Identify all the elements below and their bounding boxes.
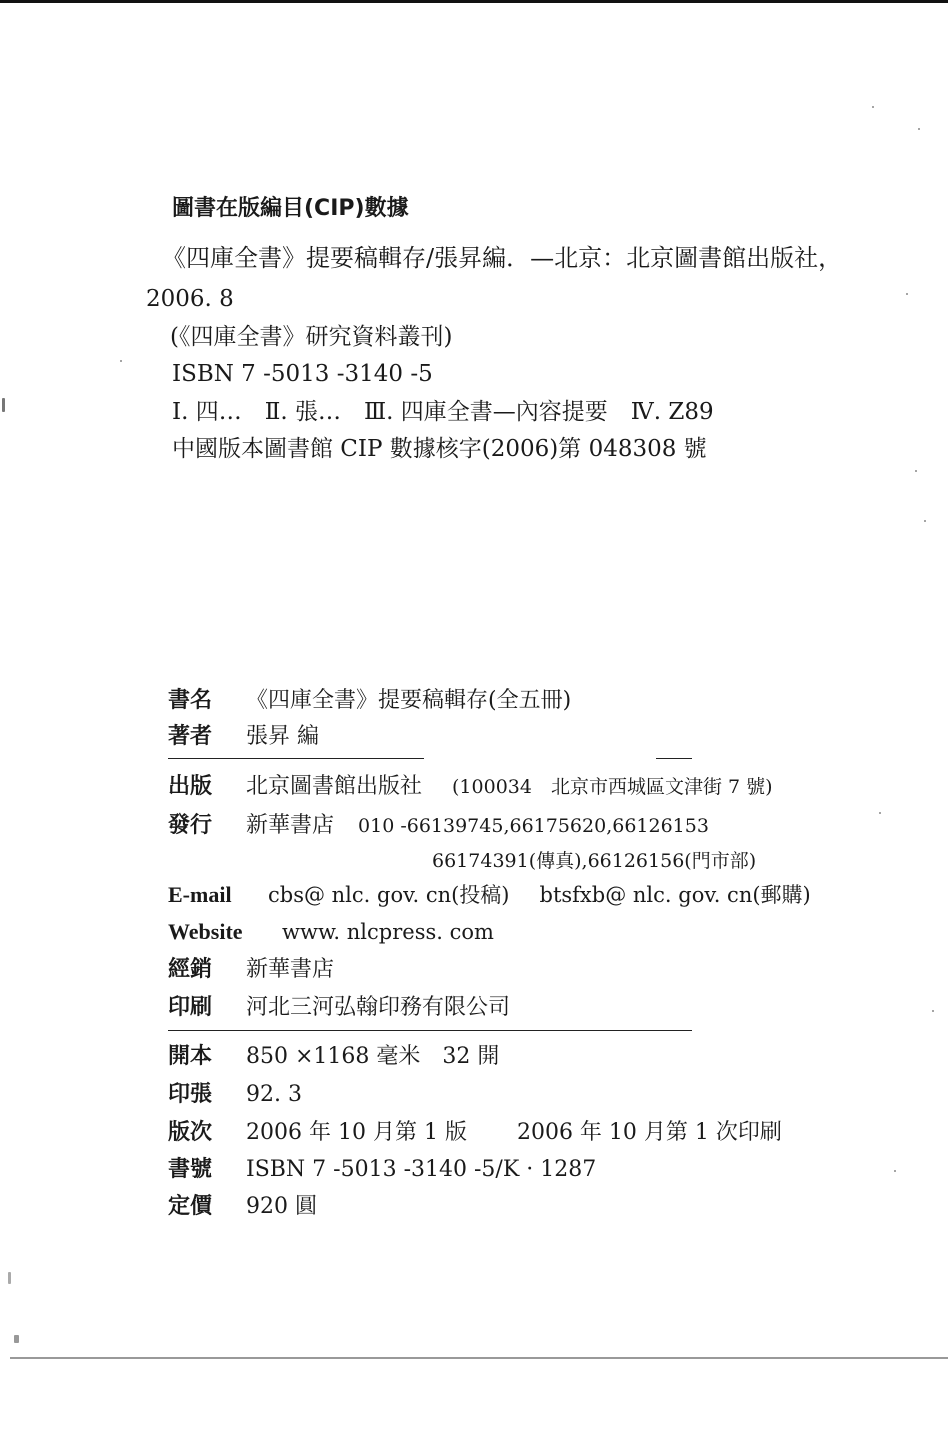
distribution-phones-2: 66174391(傳真),66126156(門市部) [432, 850, 757, 872]
cip-line-1: 《四庫全書》提要稿輯存/張昇編．—北京：北京圖書館出版社， [162, 244, 843, 272]
format-label: 開本 [168, 1044, 213, 1069]
scan-mark [2, 398, 5, 412]
price-row [168, 1192, 317, 1222]
bottom-edge-rule [10, 1357, 948, 1359]
distribution-phones: 010 -66139745,66175620,66126153 [358, 815, 709, 837]
sheets-label: 印張 [168, 1082, 213, 1107]
edition-row [168, 1118, 782, 1148]
cip-line-3: (《四庫全書》研究資料叢刊) [170, 324, 453, 350]
scan-mark [14, 1335, 19, 1343]
format-value: 850 ×1168 毫米 32 開 [246, 1044, 500, 1069]
scan-mark [8, 1272, 11, 1284]
email-order[interactable]: btsfxb@ nlc. gov. cn(郵購) [539, 883, 811, 907]
scan-speck [879, 812, 881, 814]
author-label: 著者 [168, 724, 213, 749]
scan-speck [894, 1170, 896, 1172]
cip-line-6: 中國版本圖書館 CIP 數據核字(2006)第 048308 號 [172, 436, 707, 462]
seller-row [168, 955, 334, 985]
isbn-value: ISBN 7 -5013 -3140 -5/K · 1287 [246, 1157, 597, 1182]
author-value: 張昇 編 [246, 724, 319, 749]
cip-title: 圖書在版編目(CIP)數據 [172, 196, 409, 221]
email-label: E-mail [168, 882, 232, 907]
sheets-row [168, 1080, 302, 1110]
price-label: 定價 [168, 1194, 213, 1219]
format-row [168, 1042, 499, 1072]
publisher-label: 出版 [168, 774, 213, 799]
divider-rule-left [168, 758, 424, 759]
scan-speck [924, 520, 926, 522]
printer-value: 河北三河弘翰印務有限公司 [246, 995, 511, 1020]
seller-label: 經銷 [168, 957, 213, 982]
distribution-value: 新華書店 [246, 813, 335, 838]
email-submit[interactable]: cbs@ nlc. gov. cn(投稿) [268, 883, 510, 907]
scan-speck [932, 1010, 934, 1012]
scan-speck [918, 128, 920, 130]
email-row [168, 880, 811, 910]
publisher-value: 北京圖書館出版社 [246, 774, 423, 799]
printer-row [168, 993, 510, 1023]
distribution-label: 發行 [168, 813, 213, 838]
author-row [168, 722, 319, 752]
divider-rule-right [656, 758, 692, 759]
scan-speck [915, 470, 917, 472]
divider-rule-lower [168, 1030, 692, 1031]
website-label: Website [168, 919, 243, 944]
scan-speck [120, 360, 122, 362]
book-title-label: 書名 [168, 688, 213, 713]
edition-label: 版次 [168, 1120, 213, 1145]
website-value[interactable]: www. nlcpress. com [282, 920, 494, 944]
printer-label: 印刷 [168, 995, 213, 1020]
book-title-row [168, 686, 571, 716]
sheets-value: 92. 3 [246, 1082, 302, 1107]
distribution-row [168, 811, 709, 841]
publisher-address: (100034 北京市西城區文津街 7 號) [452, 776, 773, 798]
scan-speck [872, 106, 874, 108]
isbn-label: 書號 [168, 1157, 213, 1182]
cip-line-4: ISBN 7 -5013 -3140 -5 [172, 361, 433, 387]
cip-line-2: 2006. 8 [146, 286, 234, 312]
top-edge-rule [0, 0, 948, 3]
book-title-value: 《四庫全書》提要稿輯存(全五冊) [246, 688, 572, 713]
price-value: 920 圓 [246, 1194, 317, 1219]
website-row [168, 917, 494, 947]
publisher-row [168, 772, 773, 802]
cip-line-5: Ⅰ. 四… Ⅱ. 張… Ⅲ. 四庫全書—內容提要 Ⅳ. Z89 [172, 399, 714, 425]
seller-value: 新華書店 [246, 957, 335, 982]
isbn-row [168, 1155, 596, 1185]
edition-printing: 2006 年 10 月第 1 次印刷 [516, 1120, 782, 1145]
scan-speck [906, 293, 908, 295]
edition-value: 2006 年 10 月第 1 版 [246, 1120, 467, 1145]
